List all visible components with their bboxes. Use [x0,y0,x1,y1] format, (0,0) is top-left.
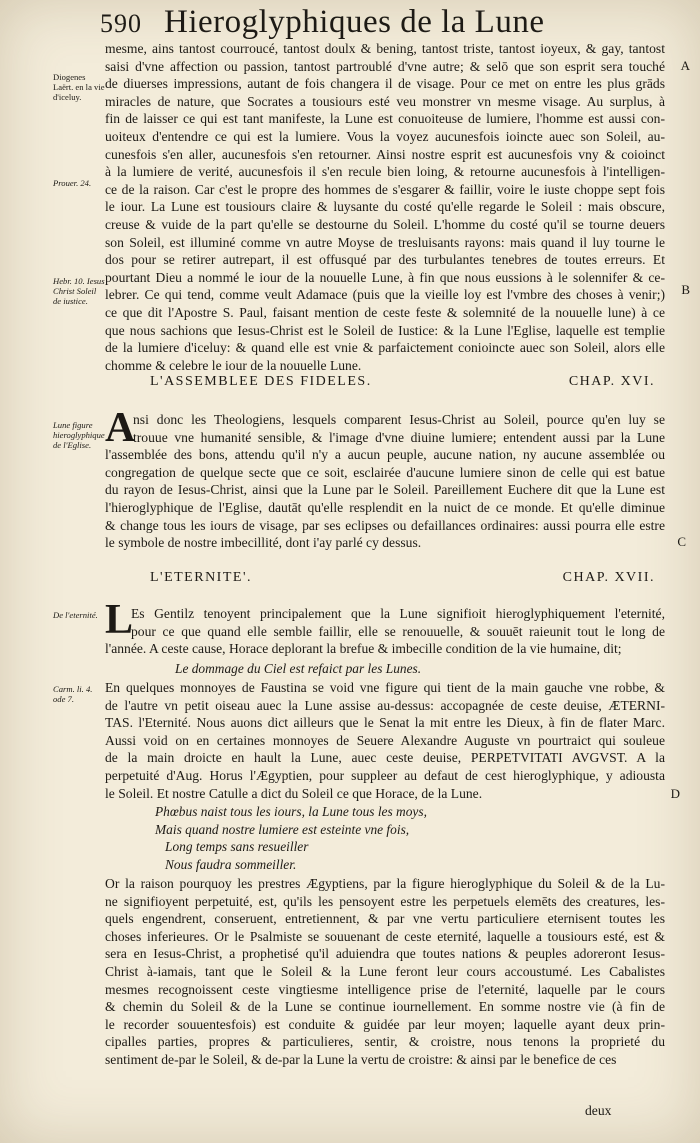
text-line: ne signifioyent perpetuité, est, qu'ils les pensoyent estre les perpetuels elemēts des creatures, les- [105,893,665,909]
margin-note: Diogenes Laërt. en la vie d'iceluy. [53,72,105,102]
running-title: Hieroglyphiques de la Lune [164,4,545,40]
text-line: ce que dit l'Apostre S. Paul, faisant mention de ceste feste & solemnité de la nouuelle lune) à ce [105,305,665,320]
chapter-number: CHAP. XVI. [568,374,655,389]
text-line: le Soleil. Et nostre Catulle a dict du Soleil ce que Horace, de la Lune. [105,785,483,801]
poem-line: Long temps sans resueiller [165,839,309,855]
chapter-title: L'ASSEMBLEE DES FIDELES. [150,374,372,389]
text-line: de la main droicte en hault la Lune, auec ceste deuise, PERPETVITATI AVGVST. A la [105,750,665,766]
drop-cap: L [105,597,134,643]
quotation: Le dommage du Ciel est refaict par les Lunes. [175,661,422,676]
text-line: de diuerses impressions, autant de fois changera il de visage. Pour ce met on entre les plus grāds [105,76,665,92]
page-header [100,4,660,40]
text-line: quels engendrent, conseruent, entretiennent, & par vne vertu particuliere eternisent toutes les [105,911,665,927]
text-line: pour ce que quand elle semble faillir, elle se renouuelle, & souuēt raieunit tout le long de [131,623,665,639]
chapter-17-heading [105,570,665,586]
text-line: saisi d'vne affection ou passion, tantost partroublé d'vne autre; & selō que son esprit sera touché [105,58,665,74]
margin-note: Hebr. 10. Iesus Christ Soleil de iustice. [53,276,105,306]
text-line: creuse & vuide de la part qu'elle se destourne du Soleil. L'homme du costé qu'il se tourne deuers [105,217,665,232]
text-line: que nous sachions que Iesus-Christ est le Soleil de Iustice: & la Lune l'Eglise, laquelle est templie [105,322,665,338]
section-letter: D [670,786,680,801]
text-line: le symbole de nostre imbecillité, dont i'ay parlé cy dessus. [105,535,422,551]
text-line: l'année. A ceste cause, Horace deplorant la brefue & imbecille condition de la vie humaine, dit; [105,641,622,657]
page-number: 590 [100,9,142,38]
text-line: de la lumiere d'iceluy: & quand elle est vnie & parfaictement conioincte auec son Soleil, alors elle [105,340,665,356]
section-letter: A [680,58,690,73]
text-line: mesme, ains tantost courroucé, tantost doulx & bening, tantost triste, tantost ioyeux, & gay, tantost [105,41,665,56]
text-line: son Soleil, est illuminé comme vn autre Moyse de tresluisants rayons: mais quand il luy tourne le [105,234,665,250]
text-line: mesmes recognoissent ceste vingtiesme intelligence prise de l'eternité, laquelle par le cours [105,981,665,997]
text-line: du rayon de Iesus-Christ, ainsi que la Lune par le Soleil. Pareillement Euchere dit que la Lune est [105,482,665,498]
text-line: ce de la raison. Car c'est le propre des hommes de s'esgarer & faillir, voire le iuste choppe sept fois [105,181,665,197]
text-line: l'assemblée des bons, attendu qu'il n'y a aucun peuple, aucune nation, ny aucune assemblée ou [105,447,665,463]
margin-note: Prouer. 24. [53,178,92,188]
text-line: à la lumiere de verité, aucunesfois il s'en recule bien loing, & retourne aucunesfois à l'intelligen- [105,164,665,180]
text-line: Christ à-iamais, tant que le Soleil & la Lune feront leur cours accoustumé. Les Cabalistes [105,964,665,979]
text-line: sentiment de-par le Soleil, & de-par la Lune la vertu de croistre: & ainsi par le benefice de ces [105,1052,617,1067]
drop-cap: A [105,405,136,451]
text-line: chomme & celebre le iour de la nouuelle Lune. [105,357,362,373]
text-line: nsi donc les Theologiens, lesquels comparent Iesus-Christ au Soleil, pource qu'en luy se [133,412,665,427]
poem-line: Phœbus naist tous les iours, la Lune tous les moys, [155,804,427,819]
text-line: le recorder souuentesfois) est conduite & guidée par leur moyen; laquelle ayant deux prin- [105,1016,665,1032]
section-letter: C [677,534,686,549]
text-line: & change tous les iours de visage, par ses eclipses ou defaillances ordinaires: aussi pourra elle estre [105,517,665,533]
text-line: sera en Iesus-Christ, a prophetisé qu'il aduiendra que toutes nations & peuples adoreront Iesus- [105,946,665,962]
text-line: le iour. La Lune est tousiours claire & luysante du costé qu'elle regarde le Soleil : mais obscure, [105,199,665,215]
text-line: & chemin du Soleil & de la Lune se continue iournellement. En somme nostre vie (à fin de [105,999,665,1015]
text-line: l'hieroglyphique de l'Eglise, dautāt qu'elle resplendit en la nuict de ce monde. Et qu'elle diminue [105,500,665,515]
section-letter: B [681,282,690,297]
text-line: TAS. l'Eternité. Nous auons dict ailleurs que le Senat la mit entre les Dieux, à fin de flater Marc. [105,715,665,731]
text-line: lebrer. Ce qui tend, comme veult Adamace (puis que la vieille loy est l'vmbre des choses à venir;) [105,287,665,303]
text-line: trouue vne humanité sensible, & l'image d'vne diuine lumiere; entendent aussi par la Lune [133,429,665,445]
chapter-number: CHAP. XVII. [562,570,655,585]
text-line: perpetuité d'Aug. Horus l'Ægyptien, pour suppleer au defaut de cest hieroglyphique, y adiousta [105,768,665,783]
margin-note: De l'eternité. [53,610,98,620]
text-line: uoiteux d'entendre ce qui est la lumiere. Vous la voyez aucunesfois ioincte auec son Soleil, au- [105,129,665,144]
text-line: fin de laisser ce qui est tant manifeste, la Lune est conuoiteuse de lumiere, l'homme est aussi con- [105,111,665,127]
poem-line: Mais quand nostre lumiere est esteinte vne fois, [155,821,410,837]
text-line: En quelques monnoyes de Faustina se void vne figure qui tient de la main gauche vne robbe, & [105,680,665,695]
chapter-16-heading [105,374,665,390]
margin-note: Carm. li. 4. ode 7. [53,684,93,704]
text-line: cipalles parties, propres & particulieres, sentir, & croistre, nous tenons la proprieté du [105,1034,665,1050]
text-line: choses inferieures. Or le Psalmiste se souuenant de ceste eternité, laquelle a tousiours esté, est & [105,928,665,944]
text-line: pourtant Dieu a nommé le iour de la nouuelle Lune, à fin que nous eussions à le solennifer & ce- [105,269,665,285]
text-line: Or la raison pourquoy les prestres Ægyptiens, par la figure hieroglyphique du Soleil & de la Lu- [105,876,665,891]
text-line: Es Gentilz tenoyent principalement que la Lune signifioit hieroglyphiquement l'eternité, [131,606,665,621]
chapter-title: L'ETERNITE'. [150,570,252,585]
poem-line: Nous faudra sommeiller. [165,856,297,872]
text-line: cunesfois s'en aller, aucunesfois s'en retourner. Ainsi nostre esprit est aucunesfois vny & coioinct [105,146,665,162]
text-line: Aussi void on en certaines monnoyes de Seuere Alexandre Auguste vn pourtraict qui souleue [105,732,665,748]
catchword: deux [585,1103,612,1118]
text-line: miracles de nature, que Socrates a tousiours esté veu monstrer vn mesme visage. Au surplus, à [105,93,665,109]
margin-note: Lune figure hieroglyphique de l'Eglise. [53,420,105,450]
text-line: dos pour se retirer autrepart, il est offusqué par des turbulantes tenebres de toutes erreurs. Et [105,252,665,268]
text-line: congregation de quelque secte que ce soit, esclairée d'aucune lumiere sinon de celle qui est batue [105,464,665,480]
text-line: de l'autre vn petit oiseau auec la Lune assise au-dessus: accopagnée de ceste deuise, ÆTERNI- [105,697,665,713]
